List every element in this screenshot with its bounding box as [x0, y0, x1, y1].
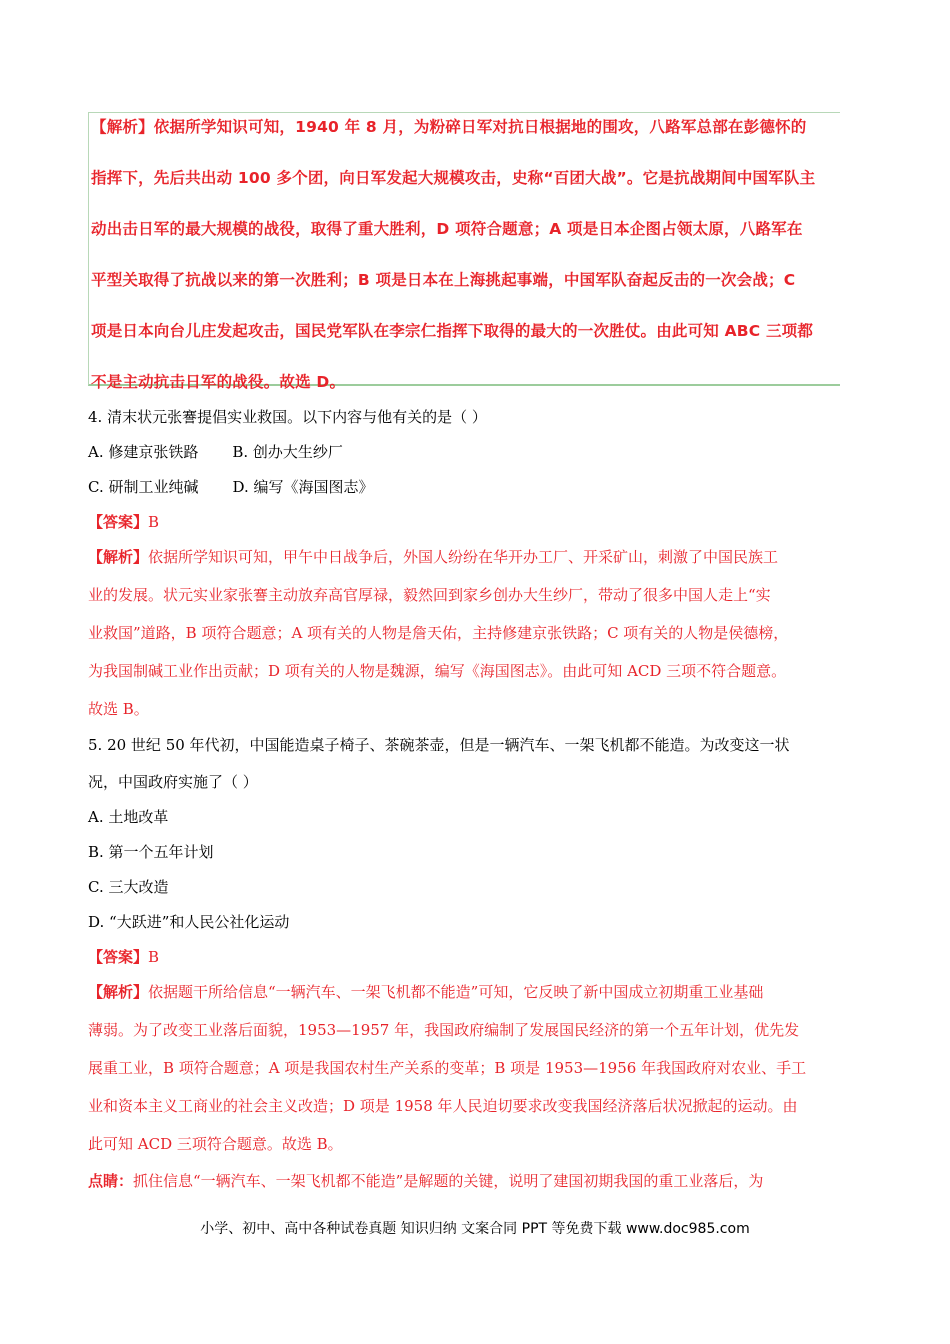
q4-answer-value: B: [148, 513, 160, 531]
q4-analysis-line-5: 故选 B。: [88, 700, 149, 718]
q5-answer: [88, 946, 159, 967]
q5-analysis-line-1: [88, 981, 763, 1002]
boxed-line-5: 项是日本向台儿庄发起攻击，国民党军队在李宗仁指挥下取得的最大的一次胜仗。由此可知 ABC 三项都: [91, 322, 814, 340]
q5-analysis-line-2: 薄弱。为了改变工业落后面貌，1953—1957 年，我国政府编制了发展国民经济的第一个五年计划，优先发: [88, 1021, 800, 1039]
q5-option-d: D. “大跃进”和人民公社化运动: [88, 913, 290, 931]
q4-answer: [88, 511, 159, 532]
q4-answer-tag: 【答案】: [88, 513, 149, 531]
q4-analysis-line-3: 业救国”道路，B 项符合题意；A 项有关的人物是詹天佑，主持修建京张铁路；C 项有关的人物是侯德榜，: [88, 624, 789, 642]
q4-option-b: B. 创办大生纱厂: [232, 443, 343, 461]
q5-question-line-2: 况，中国政府实施了（ ）: [88, 773, 258, 791]
boxed-line-6: 不是主动抗击日军的战役。故选 D。: [91, 373, 346, 391]
q4-analysis-tag: 【解析】: [88, 548, 149, 566]
q5-question-line-1: 5. 20 世纪 50 年代初，中国能造桌子椅子、茶碗茶壶，但是一辆汽车、一架飞机都不能造。为改变这一状: [88, 736, 790, 754]
boxed-analysis-image: [88, 112, 840, 391]
q5-tip: [88, 1170, 763, 1191]
q4-analysis-line-2: 业的发展。状元实业家张謇主动放弃高官厚禄，毅然回到家乡创办大生纱厂，带动了很多中国人走上“实: [88, 586, 771, 604]
boxed-line-2: 指挥下，先后共出动 100 多个团，向日军发起大规模攻击，史称“百团大战”。它是抗战期间中国军队主: [91, 169, 816, 187]
q5-analysis-line-3: 展重工业，B 项符合题意；A 项是我国农村生产关系的变革；B 项是 1953—1956 年我国政府对农业、手工: [88, 1059, 807, 1077]
q4-options-row-2: [88, 476, 374, 497]
q5-analysis-line-4: 业和资本主义工商业的社会主义改造；D 项是 1958 年人民迫切要求改变我国经济落后状况掀起的运动。由: [88, 1097, 798, 1115]
q4-analysis-line-4: 为我国制碱工业作出贡献；D 项有关的人物是魏源，编写《海国图志》。由此可知 ACD 三项不符合题意。: [88, 662, 787, 680]
q5-answer-tag: 【答案】: [88, 948, 149, 966]
q5-analysis-line-5: 此可知 ACD 三项符合题意。故选 B。: [88, 1135, 343, 1153]
q5-option-b: B. 第一个五年计划: [88, 843, 214, 861]
q4-option-d: D. 编写《海国图志》: [232, 478, 374, 496]
q5-answer-value: B: [148, 948, 160, 966]
q5-tip-tag: 点睛：: [88, 1172, 134, 1190]
q5-option-c: C. 三大改造: [88, 878, 169, 896]
q4-option-c: C. 研制工业纯碱: [88, 478, 199, 496]
q5-tip-text: 抓住信息“一辆汽车、一架飞机都不能造”是解题的关键，说明了建国初期我国的重工业落后，为: [133, 1172, 764, 1190]
q4-options-row-1: [88, 441, 343, 462]
q4-analysis-line-1: [88, 546, 778, 567]
q5-analysis-tag: 【解析】: [88, 983, 149, 1001]
boxed-line-1: 【解析】依据所学知识可知，1940 年 8 月，为粉碎日军对抗日根据地的围攻，八路军总部在彭德怀的: [91, 118, 807, 136]
boxed-line-3: 动出击日军的最大规模的战役，取得了重大胜利，D 项符合题意；A 项是日本企图占领太原，八路军在: [91, 220, 803, 238]
page-footer: 小学、初中、高中各种试卷真题 知识归纳 文案合同 PPT 等免费下载 www.doc985.com: [200, 1221, 750, 1237]
q5-analysis-text-1: 依据题干所给信息“一辆汽车、一架飞机都不能造”可知，它反映了新中国成立初期重工业基础: [148, 983, 764, 1001]
q4-option-a: A. 修建京张铁路: [88, 443, 199, 461]
boxed-line-4: 平型关取得了抗战以来的第一次胜利；B 项是日本在上海挑起事端，中国军队奋起反击的一次会战；C: [91, 271, 796, 289]
q5-option-a: A. 土地改革: [88, 808, 169, 826]
q4-question: 4. 清末状元张謇提倡实业救国。以下内容与他有关的是（ ）: [88, 408, 487, 426]
q4-analysis-text-1: 依据所学知识可知，甲午中日战争后，外国人纷纷在华开办工厂、开采矿山，刺激了中国民族工: [148, 548, 779, 566]
